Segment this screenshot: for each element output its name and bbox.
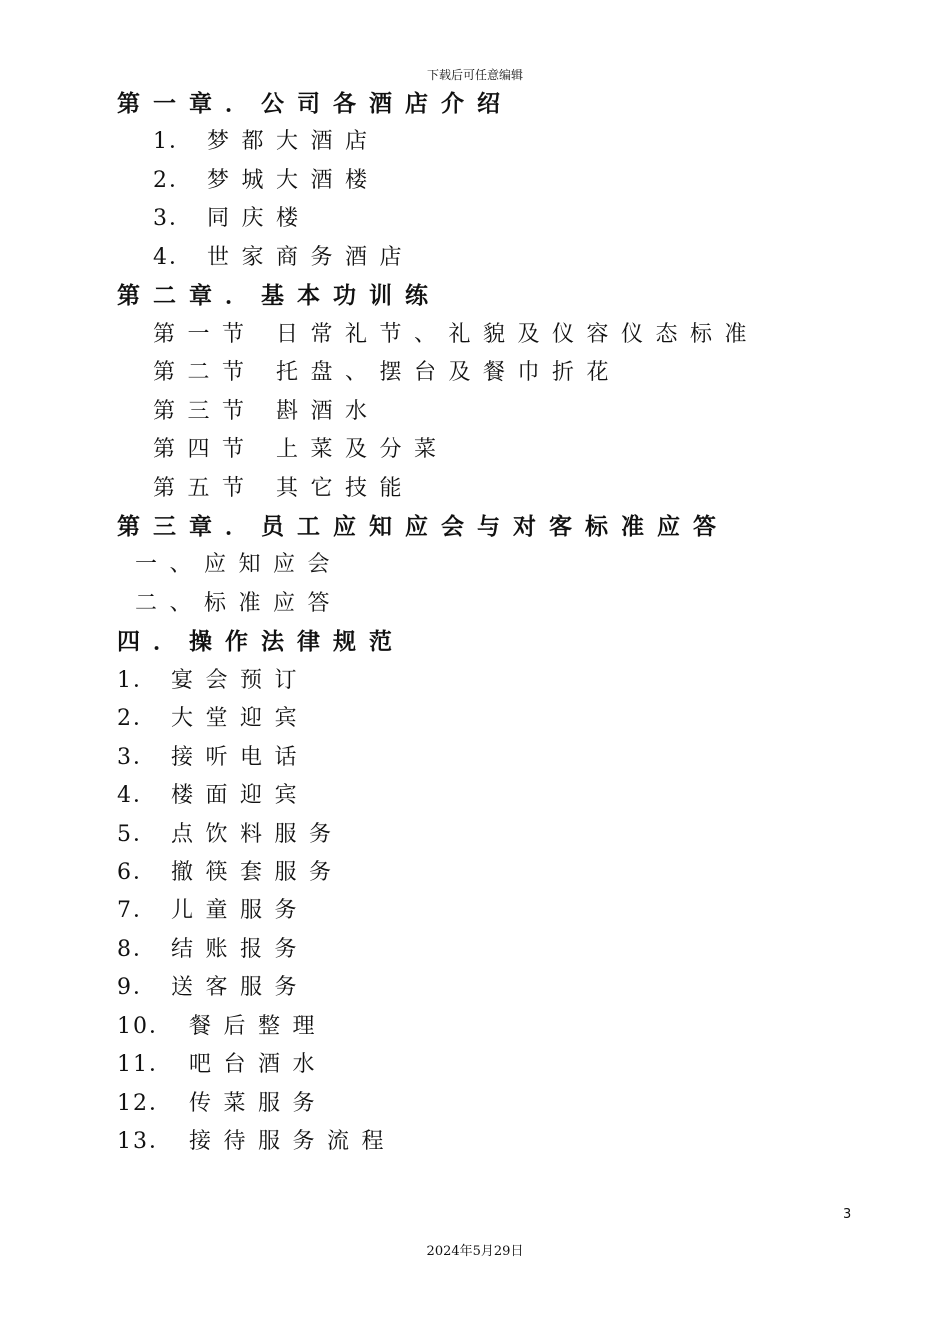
page-footer-date: 2024年5月29日 [426,1244,524,1259]
toc-entry-title: 梦城大酒楼 [207,167,380,193]
toc-entry [117,816,344,854]
toc-chapter-heading [117,508,729,546]
toc-entry-number: 12． [117,1090,173,1116]
toc-entry [153,200,311,238]
toc-entry-title: 接听电话 [171,744,310,770]
toc-entry-title: 楼面迎宾 [171,783,310,809]
toc-entry [117,700,309,738]
toc-entry-title: 第一节 日常礼节、礼貌及仪容仪态标准 [153,321,759,347]
toc-entry [153,470,414,508]
toc-entry-number: 11． [117,1052,173,1078]
toc-entry-number: 13． [117,1129,173,1155]
toc-entry [153,316,759,354]
toc-entry-title: 餐后整理 [189,1013,328,1039]
toc-entry-number: 9． [117,975,157,1001]
toc-entry-title: 第五节 其它技能 [153,475,414,501]
toc-entry [117,931,309,969]
page-header: 下载后可任意编辑 [426,68,523,82]
toc-entry-number: 2． [117,706,157,732]
toc-entry-number: 1． [117,667,157,693]
toc-entry [117,854,344,892]
toc-entry-title: 接待服务流程 [189,1129,397,1155]
toc-entry-number: 4． [153,244,193,270]
toc-entry-title: 第三章．员工应知应会与对客标准应答 [117,513,729,540]
toc-entry-number: 1． [153,129,193,155]
toc-entry-title: 四．操作法律规范 [117,629,405,656]
toc-entry-title: 点饮料服务 [171,821,344,847]
toc-entry-title: 宴会预订 [171,667,310,693]
toc-entry [117,892,309,930]
toc-entry [135,546,342,584]
toc-entry-title: 撤筷套服务 [171,860,344,885]
toc-entry-title: 结账报务 [171,936,310,962]
toc-entry [117,739,309,777]
toc-entry-title: 梦都大酒店 [207,129,380,155]
toc-entry-title: 一、应知应会 [135,552,343,578]
toc-entry [153,162,380,200]
toc-entry [117,1046,327,1084]
toc-entry [153,393,380,431]
page-number: 3 [843,1207,852,1222]
toc-entry [153,354,621,392]
toc-entry-title: 二、标准应答 [135,590,343,616]
toc-entry [153,431,449,469]
toc-entry [117,1008,327,1046]
toc-entry-title: 大堂迎宾 [171,706,310,732]
toc-entry [153,123,380,161]
toc-entry [117,1085,327,1123]
toc-entry-title: 第二节 托盘、摆台及餐巾折花 [153,360,621,386]
toc-chapter-heading [117,623,405,661]
toc-entry-title: 第四节 上菜及分菜 [153,437,449,463]
toc-entry-title: 第三节 斟酒水 [153,398,380,424]
toc-chapter-heading [117,85,513,123]
toc-entry [135,585,342,623]
toc-entry-number: 6． [117,860,157,885]
toc-entry-number: 2． [153,167,193,193]
toc-entry-title: 儿童服务 [171,898,310,924]
toc-entry-number: 5． [117,821,157,847]
toc-entry-title: 同庆楼 [207,206,311,232]
toc-entry-number: 4． [117,783,157,809]
toc-entry [153,239,414,277]
toc-entry-number: 7． [117,898,157,924]
toc-entry-title: 第二章．基本功训练 [117,283,441,310]
toc-entry-title: 传菜服务 [189,1090,328,1116]
toc-entry-number: 3． [117,744,157,770]
toc-chapter-heading [117,277,441,315]
toc-entry-title: 吧台酒水 [189,1052,328,1078]
toc-entry [117,1123,396,1161]
toc-entry [117,662,309,700]
toc-entry-title: 第一章．公司各酒店介绍 [117,91,513,117]
toc-entry-number: 3． [153,206,193,232]
toc-entry-title: 送客服务 [171,975,310,1001]
toc-entry-number: 10． [117,1013,173,1039]
toc-entry [117,777,309,815]
toc-entry-title: 世家商务酒店 [207,244,415,270]
toc-entry-number: 8． [117,936,157,962]
toc-entry [117,969,309,1007]
